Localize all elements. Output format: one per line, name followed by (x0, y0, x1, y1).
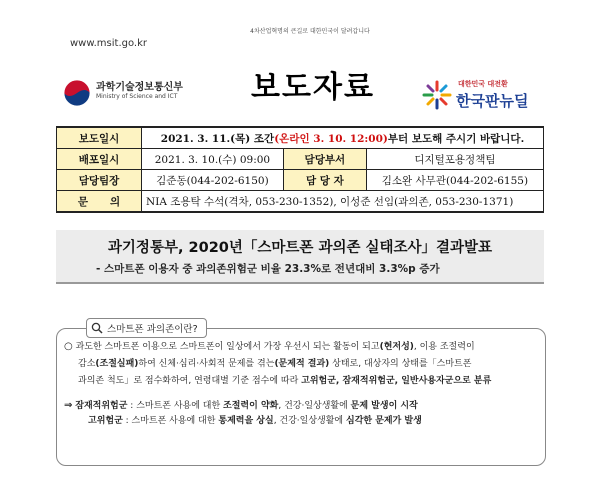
text: , 건강·일상생활에 (278, 401, 351, 411)
text: 상태로, 대상자의 상태를「스마트폰 (329, 359, 472, 369)
table-row (57, 149, 544, 170)
manager-label: 담 당 자 (283, 170, 366, 191)
dept-label: 담당부서 (283, 149, 366, 170)
team-lead-label: 담당팀장 (57, 170, 142, 191)
manager-value: 김소완 사무관(044-202-6155) (366, 170, 543, 191)
distribution-label: 배포일시 (57, 149, 142, 170)
release-value (142, 127, 544, 149)
table-row (57, 191, 544, 213)
ministry-name-en: Ministry of Science and ICT (96, 93, 178, 100)
release-date: 2021. 3. 11.(목) 조간 (160, 132, 275, 145)
text-bold: (조절실패) (95, 359, 139, 369)
text: , 건강·일상생활에 (273, 416, 346, 426)
text: 하여 신체·심리·사회적 문제를 겪는 (138, 359, 275, 369)
release-label: 보도일시 (57, 127, 142, 149)
ministry-name-ko: 과학기술정보통신부 (96, 82, 183, 93)
table-row (57, 170, 544, 191)
text-bold: 문제 발생이 시작 (350, 401, 418, 411)
text: 과의존 척도」로 점수화하여, 연령대별 기준 점수에 따라 (78, 376, 302, 386)
table-row (57, 127, 544, 149)
text-bold: (문제적 결과) (274, 359, 330, 369)
text: 과도한 스마트폰 이용으로 스마트폰이 일상에서 가장 우선시 되는 활동이 되고 (75, 342, 380, 352)
headline-title: 과기정통부, 2020년「스마트폰 과의존 실태조사」결과발표 (107, 240, 493, 256)
definition-line-3 (78, 373, 540, 390)
newdeal-logo-icon (420, 78, 454, 112)
definition-line-5 (88, 413, 540, 430)
bullet-marker: ○ (64, 341, 73, 352)
text: 감소 (78, 359, 96, 369)
team-lead-value: 김준동(044-202-6150) (142, 170, 284, 191)
definition-tab-label: 스마트폰 과의존이란? (107, 324, 198, 335)
arrow-marker: ⇒ (64, 400, 73, 411)
headline-subtitle: - 스마트폰 이용자 중 과의존위험군 비율 23.3%로 전년대비 3.3%p 증가 (96, 263, 440, 275)
text: , 이용 조절력이 (413, 342, 475, 352)
text-bold: (현저성) (379, 342, 414, 352)
text: : 스마트폰 사용에 대한 (122, 416, 219, 426)
magnifier-icon (91, 322, 103, 334)
text: : 스마트폰 사용에 대한 (127, 401, 224, 411)
definition-line-1 (64, 338, 540, 356)
press-release-title: 보도자료 (251, 70, 375, 105)
text-bold: 통제력을 상실 (218, 416, 274, 426)
text-bold: 잠재적위험군 (75, 401, 128, 411)
newdeal-title: 한국판뉴딜 (456, 92, 529, 110)
msit-logo-icon (62, 78, 92, 108)
release-tail: 부터 보도해 주시기 바랍니다. (387, 132, 525, 145)
release-info-table (56, 126, 544, 213)
slogan: 4차산업혁명의 큰길로 대한민국이 달려갑니다 (250, 28, 370, 35)
dept-value: 디지털포용정책팀 (366, 149, 543, 170)
text-bold: 조절력이 약화 (223, 401, 279, 411)
text-bold: 심각한 문제가 발생 (346, 416, 422, 426)
inquiry-label: 문 의 (57, 191, 142, 213)
definition-tab (86, 318, 207, 338)
text-bold: 고위험군 (88, 416, 123, 426)
inquiry-value: NIA 조용탁 수석(격차, 053-230-1352), 이성준 선임(과의존, 053-230-1371) (142, 191, 544, 213)
distribution-value: 2021. 3. 10.(수) 09:00 (142, 149, 284, 170)
newdeal-caption: 대한민국 대전환 (458, 80, 508, 88)
definition-line-2 (78, 356, 540, 373)
ministry-url: www.msit.go.kr (70, 38, 147, 49)
release-online: (온라인 3. 10. 12:00) (274, 132, 388, 145)
text-bold: 고위험군, 잠재적위험군, 일반사용자군으로 분류 (301, 376, 492, 386)
